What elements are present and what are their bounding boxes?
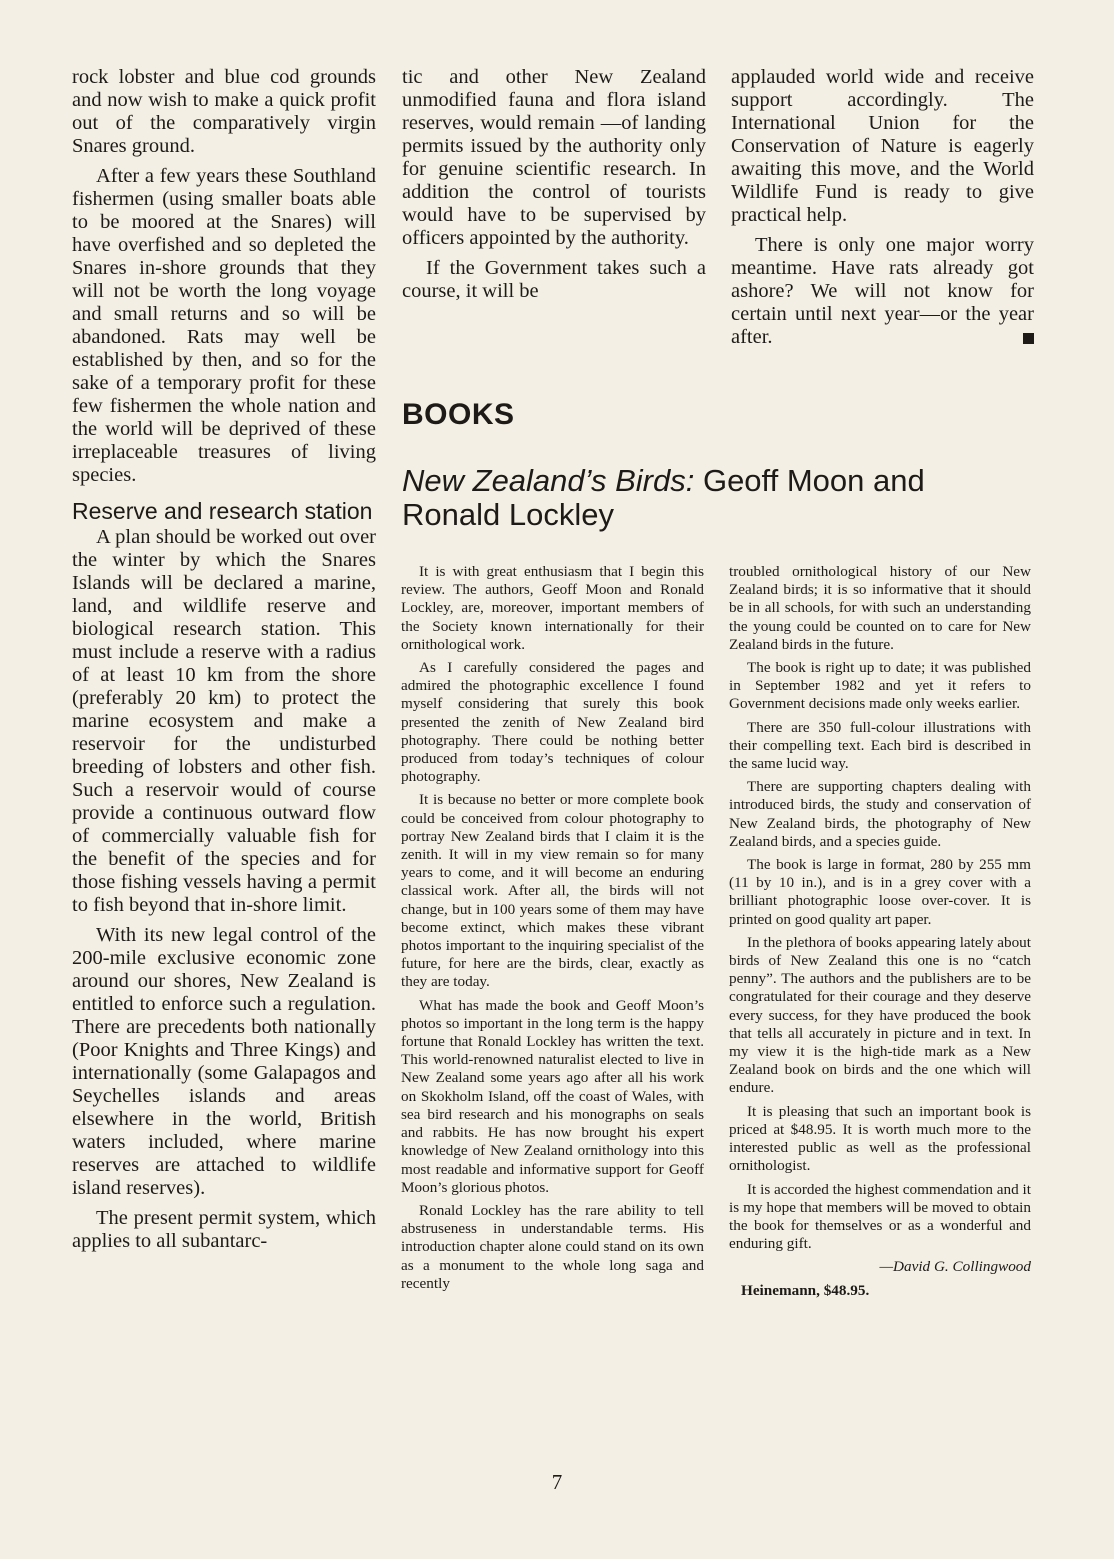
article-column-2 xyxy=(402,66,706,310)
paragraph: It is accorded the highest commendation and it is my hope that members will be moved to obtain the book for themselves or as a wonderful and enduring gift. xyxy=(729,1180,1031,1253)
paragraph: rock lobster and blue cod grounds and now wish to make a quick profit out of the comparatively virgin Snares ground. xyxy=(72,66,376,157)
paragraph: It is because no better or more complete book could be conceived from colour photography to portray New Zealand birds that I claim it is the zenith. It will in my view remain so for many years to come, and it will become an enduring classical work. After all, the birds will not change, but in 100 years some of them may have become extinct, which makes these vibrant photos important to the inquiring specialist of the future, for here are the birds, clear, exactly as they are today. xyxy=(401,791,704,991)
paragraph: After a few years these Southland fishermen (using smaller boats able to be moored at the Snares) will have overfished and so depleted the Snares in-shore grounds that they will not be worth the long voyage and small returns and so will be abandoned. Rats may well be established by then, and so for the sake of a temporary profit for these few fishermen the whole nation and the world will be deprived of these irreplaceable treasures of living species. xyxy=(72,165,376,486)
paragraph: It is pleasing that such an important book is priced at $48.95. It is worth much more to the interested public as well as the professional ornithologist. xyxy=(729,1102,1031,1175)
section-subheading: Reserve and research station xyxy=(72,498,373,524)
page-number: 7 xyxy=(551,1470,563,1494)
end-mark-icon xyxy=(1023,333,1034,344)
article-column-1 xyxy=(72,66,376,1260)
paragraph: troubled ornithological history of our New Zealand birds; it is so informative that it should be in all schools, for with such an understanding the young could be counted on to care for New Zealand birds in the future. xyxy=(729,563,1031,653)
review-signature: —David G. Collingwood xyxy=(879,1258,1031,1276)
paragraph: tic and other New Zealand unmodified fauna and flora island reserves, would remain —of landing permits issued by the authority only for genuine scientific research. In addition the control of tourists would have to be supervised by officers appointed by the authority. xyxy=(402,66,706,249)
paragraph-text: There is only one major worry meantime. Have rats already got ashore? We will not know for certain until next year—or the year after. xyxy=(731,234,1034,348)
paragraph: In the plethora of books appearing lately about birds of New Zealand this one is no “catch penny”. The authors and the publishers are to be congratulated for their courage and they deserve every success, for they have produced the book that tells all accurately in picture and in text. In my view it is the high-tide mark as a New Zealand book on birds and the one which will endure. xyxy=(729,933,1031,1097)
paragraph: It is with great enthusiasm that I begin this review. The authors, Geoff Moon and Ronald Lockley, are, moreover, important members of the Society known internationally for their ornithological work. xyxy=(401,563,704,653)
paragraph: The present permit system, which applies to all subantarc- xyxy=(72,1207,376,1252)
book-title-italic: New Zealand’s Birds: xyxy=(402,463,695,498)
paragraph: If the Government takes such a course, it will be xyxy=(402,257,706,302)
article-column-3 xyxy=(731,66,1034,356)
publisher-price: Heinemann, $48.95. xyxy=(741,1281,870,1299)
section-heading: BOOKS xyxy=(402,398,515,431)
paragraph: As I carefully considered the pages and admired the photographic excellence I found myself considering that surely this book presented the zenith of New Zealand bird photography. There could be nothing better produced from today’s techniques of colour photography. xyxy=(401,659,704,786)
paragraph xyxy=(731,234,1034,349)
paragraph: What has made the book and Geoff Moon’s photos so important in the long term is the happy fortune that Ronald Lockley has written the text. This world-renowned naturalist elected to live in New Zealand some years ago after all his work on Skokholm Island, off the coast of Wales, with sea bird research and his monographs on seals and rabbits. He has now brought his expert knowledge of New Zealand ornithology into this most readable and informative support for Geoff Moon’s glorious photos. xyxy=(401,996,704,1196)
review-column-2 xyxy=(729,563,1031,1305)
book-title xyxy=(402,464,1002,532)
paragraph: There are supporting chapters dealing with introduced birds, the study and conservation of New Zealand birds, the photography of New Zealand birds, and a species guide. xyxy=(729,778,1031,850)
paragraph: The book is large in format, 280 by 255 mm (11 by 10 in.), and is in a grey cover with a brilliant photographic loose over-cover. It is printed on good quality art paper. xyxy=(729,856,1031,928)
paragraph: A plan should be worked out over the winter by which the Snares Islands will be declared a marine, land, and wildlife reserve and biological research station. This must include a reserve with a radius of at least 10 km from the shore (preferably 20 km) to protect the marine ecosystem and make a reservoir for the undisturbed breeding of lobsters and other fish. Such a reservoir would of course provide a continuous outward flow of commercially valuable fish for the benefit of the species and for those fishing vessels having a permit to fish beyond that in-shore limit. xyxy=(72,526,376,916)
paragraph: applauded world wide and receive support accordingly. The International Union for the Conservation of Nature is eagerly awaiting this move, and the World Wildlife Fund is ready to give practical help. xyxy=(731,66,1034,226)
paragraph: There are 350 full-colour illustrations with their compelling text. Each bird is described in the same lucid way. xyxy=(729,718,1031,773)
review-column-1 xyxy=(401,563,704,1298)
paragraph: With its new legal control of the 200-mile exclusive economic zone around our shores, New Zealand is entitled to enforce such a regulation. There are precedents both nationally (Poor Knights and Three Kings) and internationally (some Galapagos and Seychelles islands and areas elsewhere in the world, British waters included, where marine reserves are attached to wildlife island reserves). xyxy=(72,924,376,1199)
paragraph: The book is right up to date; it was published in September 1982 and yet it refers to Government decisions made only weeks earlier. xyxy=(729,659,1031,713)
book-authors: Geoff Moon and Ronald Lockley xyxy=(402,463,925,532)
paragraph: Ronald Lockley has the rare ability to tell abstruseness in understandable terms. His introduction chapter alone could stand on its own as a monument to the whole long saga and recently xyxy=(401,1201,704,1292)
